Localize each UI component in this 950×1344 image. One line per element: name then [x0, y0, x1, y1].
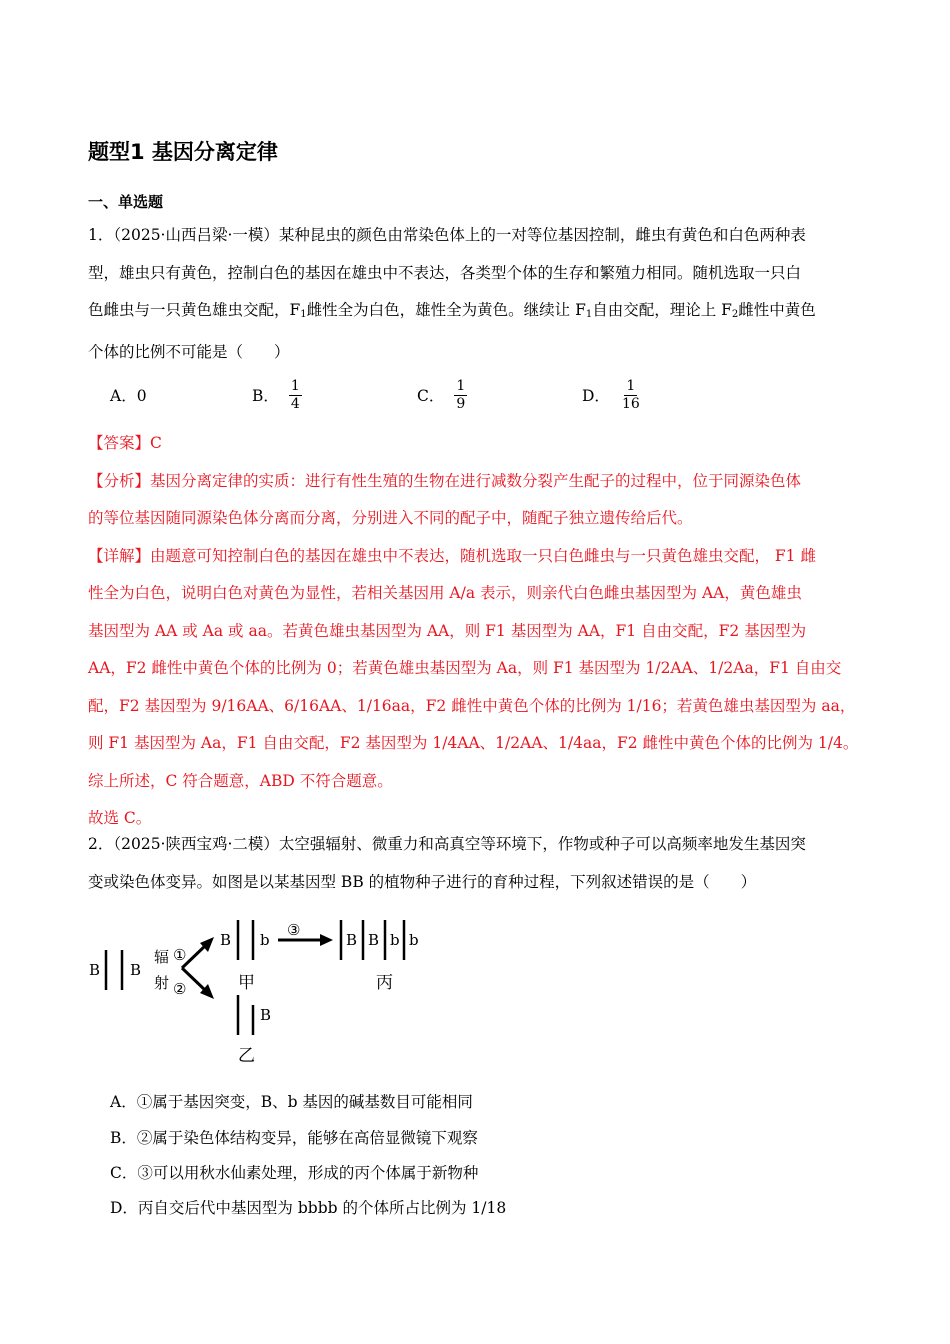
q1-line-2: 型，雄虫只有黄色，控制白色的基因在雄虫中不表达，各类型个体的生存和繁殖力相同。随机选取一只白 — [88, 263, 802, 282]
section-heading: 一、单选题 — [88, 193, 164, 211]
gene-label: b — [390, 931, 400, 949]
individual-yi-label: 乙 — [238, 1046, 255, 1065]
q2-option-b: B．②属于染色体结构变异，能够在高倍显微镜下观察 — [110, 1129, 478, 1147]
detail-line-6: 则 F1 基因型为 Aa，F1 自由交配，F2 基因型为 1/4AA、1/2AA、1/4aa，F2 雌性中黄色个体的比例为 1/4。 — [88, 734, 859, 752]
q1-option-c: C． $\frac{1}{9}$ — [417, 377, 466, 412]
arrow-head-icon — [320, 934, 333, 946]
detail-line-2: 性全为白色，说明白色对黄色为显性，若相关基因用 A/a 表示，则亲代白色雌虫基因型为 AA，黄色雄虫 — [88, 584, 802, 602]
radiation-label: 辐 — [154, 948, 170, 966]
page-title: 题型1 基因分离定律 — [88, 140, 278, 164]
gene-label: b — [409, 931, 419, 949]
analysis-line-2: 的等位基因随同源染色体分离而分离，分别进入不同的配子中，随配子独立遗传给后代。 — [88, 509, 693, 527]
analysis-line-1: 【分析】基因分离定律的实质：进行有性生殖的生物在进行减数分裂产生配子的过程中，位于同源染色体 — [88, 471, 802, 490]
detail-line-4: AA，F2 雌性中黄色个体的比例为 0；若黄色雄虫基因型为 Aa，则 F1 基因型为 1/2AA、1/2Aa，F1 自由交 — [88, 659, 842, 677]
gene-label: B — [368, 931, 380, 949]
q1-line-1: 1．（2025·山西吕梁·一模）某种昆虫的颜色由常染色体上的一对等位基因控制，雌虫有黄色和白色两种表 — [88, 226, 806, 244]
gene-label: B — [346, 931, 358, 949]
step-3-label: ③ — [287, 921, 301, 939]
step-1-label: ① — [173, 946, 187, 964]
detail-line-3: 基因型为 AA 或 Aa 或 aa。若黄色雄虫基因型为 AA，则 F1 基因型为 AA，F1 自由交配，F2 基因型为 — [88, 621, 807, 640]
conclusion-line: 故选 C。 — [88, 809, 152, 827]
question-1-options — [110, 372, 810, 422]
fraction: $\frac{1}{16}$ — [621, 377, 640, 412]
individual-jia-label: 甲 — [238, 973, 255, 993]
q2-option-a: A．①属于基因突变，B、b 基因的碱基数目可能相同 — [110, 1093, 473, 1111]
q2-option-d: D．丙自交后代中基因型为 bbbb 的个体所占比例为 1/18 — [110, 1199, 507, 1217]
question-2-stem — [88, 826, 864, 901]
q1-line-4: 个体的比例不可能是（ ） — [88, 342, 290, 361]
breeding-diagram — [80, 915, 440, 1065]
gene-label: B — [220, 931, 232, 949]
radiation-label: 射 — [154, 974, 170, 992]
q1-option-b: B． $\frac{1}{4}$ — [252, 377, 300, 412]
gene-label: b — [260, 931, 270, 949]
detail-line-7: 综上所述，C 符合题意，ABD 不符合题意。 — [88, 771, 393, 790]
gene-label: B — [89, 961, 101, 979]
gene-label: B — [130, 961, 142, 979]
step-2-label: ② — [173, 980, 187, 998]
fraction: $\frac{1}{4}$ — [290, 377, 300, 412]
question-1-stem — [88, 217, 864, 371]
gene-label: B — [260, 1006, 272, 1024]
q2-option-c: C．③可以用秋水仙素处理，形成的丙个体属于新物种 — [110, 1164, 479, 1182]
q1-option-a: A．0 — [110, 387, 147, 405]
detail-line-1: 【详解】由题意可知控制白色的基因在雄虫中不表达，随机选取一只白色雌虫与一只黄色雄虫交配， F1 雌 — [88, 546, 816, 565]
q1-option-d: D． $\frac{1}{16}$ — [582, 377, 640, 412]
q1-line-3: 色雌虫与一只黄色雄虫交配，$F_1$雌性全为白色，雄性全为黄色。继续让 $F_1$自由交配，理论上 $F_2$雌性中黄色 — [88, 301, 816, 320]
fraction: $\frac{1}{9}$ — [456, 377, 466, 412]
individual-bing-label: 丙 — [376, 973, 393, 993]
detail-line-5: 配，F2 基因型为 9/16AA、6/16AA、1/16aa，F2 雌性中黄色个体的比例为 1/16；若黄色雄虫基因型为 aa， — [88, 696, 856, 715]
q2-line-1: 2．（2025·陕西宝鸡·二模）太空强辐射、微重力和高真空等环境下，作物或种子可以高频率地发生基因突 — [88, 835, 806, 853]
answer-line: 【答案】C — [88, 434, 162, 452]
q1-solution — [88, 425, 864, 838]
q2-line-2: 变或染色体变异。如图是以某基因型 BB 的植物种子进行的育种过程，下列叙述错误的是（ ） — [88, 872, 757, 891]
